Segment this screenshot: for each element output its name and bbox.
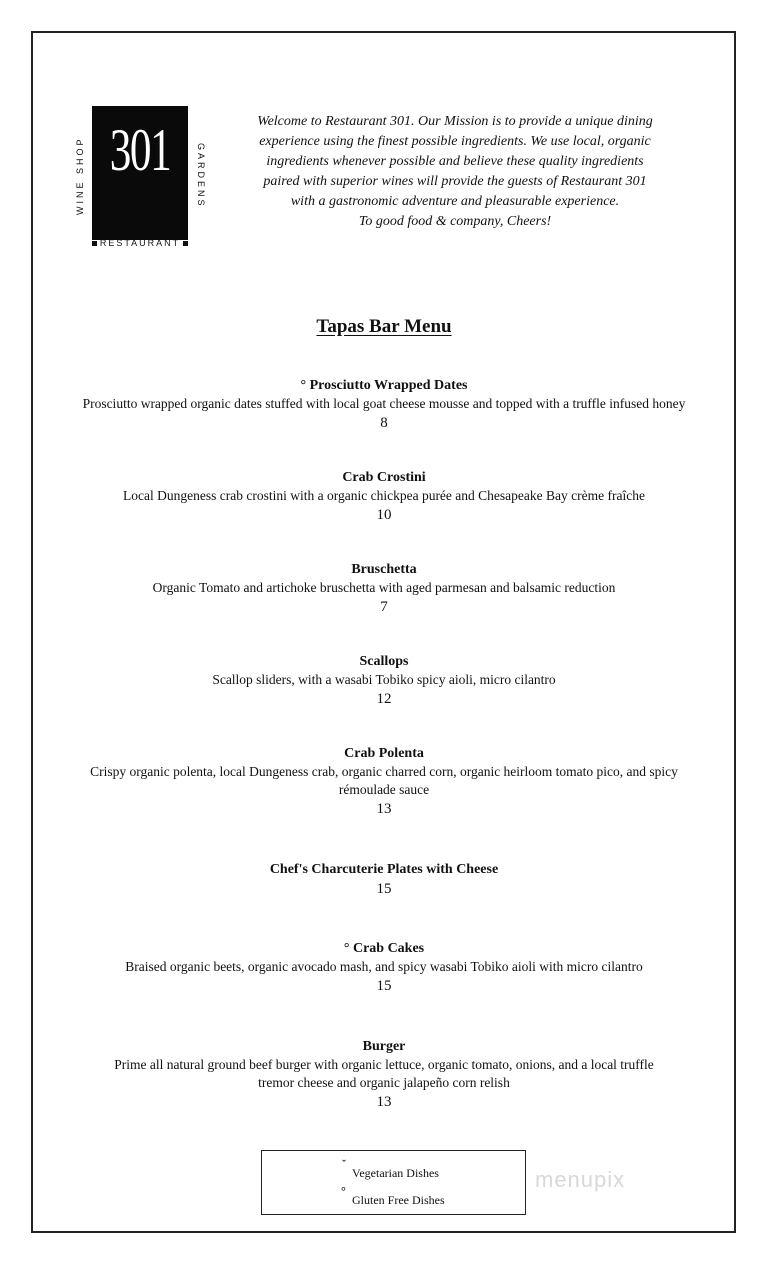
item-name: Crab Polenta [344, 746, 424, 761]
menu-item [40, 560, 728, 652]
item-description: Crispy organic polenta, local Dungeness crab, organic charred corn, organic heirloom tomato pico, and spicy [90, 764, 678, 779]
logo-restaurant-text [80, 238, 200, 248]
item-price: 13 [376, 801, 392, 817]
item-price: 8 [380, 415, 388, 431]
menu-item [40, 939, 728, 1037]
item-price: 10 [376, 507, 392, 523]
vegetarian-icon: ˇ [342, 1157, 346, 1171]
item-name: Crab Crostini [342, 470, 426, 485]
item-name: Chef's Charcuterie Plates with Cheese [269, 862, 499, 877]
welcome-line: ingredients whenever possible and believe these quality ingredients [266, 154, 644, 169]
item-price: 15 [376, 881, 392, 897]
menu-title: Tapas Bar Menu [316, 316, 452, 337]
dietary-legend [261, 1150, 526, 1215]
gluten-free-icon: ° [341, 1184, 346, 1198]
item-name: Bruschetta [351, 562, 417, 577]
welcome-line: Welcome to Restaurant 301. Our Mission is to provide a unique dining [257, 114, 653, 129]
menu-item [40, 860, 728, 939]
item-description: Prosciutto wrapped organic dates stuffed with local goat cheese mousse and topped with a truffle infused honey [82, 396, 686, 411]
item-name: Burger [362, 1039, 406, 1054]
item-description: tremor cheese and organic jalapeño corn relish [258, 1075, 510, 1090]
logo-wine-shop-text: WINE SHOP [75, 136, 85, 216]
welcome-line: experience using the finest possible ingredients. We use local, organic [259, 134, 651, 149]
item-name: Scallops [359, 654, 409, 669]
welcome-line: with a gastronomic adventure and pleasurable experience. [290, 194, 620, 209]
menu-item [40, 744, 728, 860]
item-name: ° Crab Cakes [343, 941, 425, 956]
menu-item [40, 1037, 728, 1112]
item-description: Organic Tomato and artichoke bruschetta with aged parmesan and balsamic reduction [152, 580, 616, 595]
item-name: ° Prosciutto Wrapped Dates [300, 378, 468, 393]
menupix-watermark: menupix [535, 1167, 626, 1192]
item-price: 7 [380, 599, 388, 615]
item-price: 15 [376, 978, 392, 994]
logo-number: 301 [109, 117, 171, 183]
item-description: Scallop sliders, with a wasabi Tobiko spicy aioli, micro cilantro [212, 672, 556, 687]
logo-restaurant-label: RESTAURANT [99, 238, 181, 248]
vegetarian-label: Vegetarian Dishes [352, 1166, 439, 1180]
item-price: 13 [376, 1094, 392, 1110]
item-description: Prime all natural ground beef burger with organic lettuce, organic tomato, onions, and a local truffle [114, 1057, 654, 1072]
menu-item [40, 376, 728, 468]
item-description: rémoulade sauce [338, 782, 430, 797]
item-description: Local Dungeness crab crostini with a organic chickpea purée and Chesapeake Bay crème fraîche [123, 488, 645, 503]
menu-item [40, 652, 728, 744]
restaurant-logo [92, 106, 188, 240]
item-description: Braised organic beets, organic avocado mash, and spicy wasabi Tobiko aioli with micro cilantro [125, 959, 643, 974]
menu-items [40, 376, 728, 1112]
welcome-cheers: To good food & company, Cheers! [358, 214, 552, 229]
item-price: 12 [376, 691, 392, 707]
welcome-line: paired with superior wines will provide the guests of Restaurant 301 [263, 174, 647, 189]
menu-item [40, 468, 728, 560]
gluten-free-label: Gluten Free Dishes [352, 1193, 445, 1207]
logo-gardens-text: GARDENS [196, 143, 206, 209]
welcome-message [220, 112, 690, 232]
